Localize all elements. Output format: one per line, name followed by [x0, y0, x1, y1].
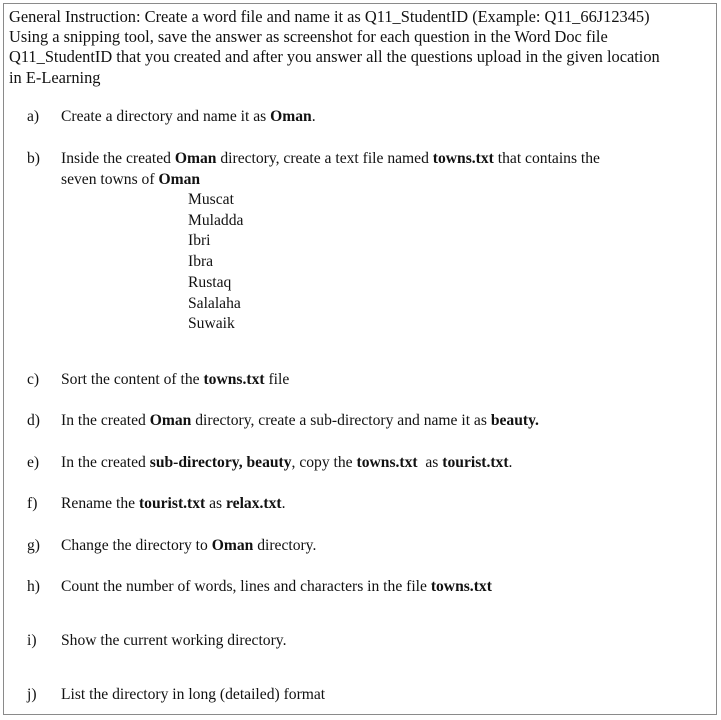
list-item: Rustaq	[188, 273, 232, 291]
instruction-line-1: General Instruction: Create a word file and name it as Q11_StudentID (Example: Q11_66J12345)	[9, 7, 650, 26]
question-g	[0, 535, 721, 556]
question-i	[0, 630, 721, 651]
question-text: List the directory in long (detailed) format	[61, 686, 326, 703]
question-text: Change the directory to Oman directory.	[61, 537, 317, 554]
question-d	[0, 410, 721, 431]
list-item: Ibra	[188, 253, 214, 271]
general-instruction	[9, 7, 719, 88]
question-text-line-2: seven towns of Oman	[61, 171, 201, 188]
instruction-line-3: Q11_StudentID that you created and after you answer all the questions upload in the given location	[9, 47, 660, 67]
question-label: a)	[27, 108, 40, 125]
question-h	[0, 576, 721, 597]
question-label: f)	[27, 495, 38, 512]
question-a	[0, 106, 721, 127]
question-label: d)	[27, 412, 40, 429]
question-text: Create a directory and name it as Oman.	[61, 108, 316, 125]
list-item: Ibri	[188, 232, 211, 250]
question-text: In the created sub-directory, beauty, copy the towns.txt as tourist.txt.	[61, 454, 513, 471]
instruction-line-4: in E-Learning	[9, 67, 101, 87]
question-text: Show the current working directory.	[61, 632, 287, 649]
list-item: Suwaik	[188, 315, 235, 333]
list-item: Muladda	[188, 211, 244, 229]
question-b	[0, 148, 721, 190]
question-e	[0, 452, 721, 473]
question-label: g)	[27, 537, 40, 554]
list-item: Salalaha	[188, 294, 241, 312]
towns-list	[188, 190, 243, 335]
question-label: e)	[27, 454, 40, 471]
question-label: i)	[27, 632, 37, 649]
question-text: Rename the tourist.txt as relax.txt.	[61, 495, 286, 512]
question-c	[0, 369, 721, 390]
question-text: Inside the created Oman directory, create a text file named towns.txt that contains the	[61, 150, 600, 167]
question-text: In the created Oman directory, create a sub-directory and name it as beauty.	[61, 412, 539, 429]
question-text: Count the number of words, lines and characters in the file towns.txt	[61, 578, 492, 595]
instruction-line-2: Using a snipping tool, save the answer as screenshot for each question in the Word Doc file	[9, 27, 608, 47]
question-j	[0, 684, 721, 705]
question-text: Sort the content of the towns.txt file	[61, 371, 290, 388]
question-label: h)	[27, 578, 40, 595]
question-f	[0, 493, 721, 514]
question-label: j)	[27, 686, 37, 703]
question-label: b)	[27, 150, 40, 167]
question-label: c)	[27, 371, 40, 388]
list-item: Muscat	[188, 191, 234, 208]
